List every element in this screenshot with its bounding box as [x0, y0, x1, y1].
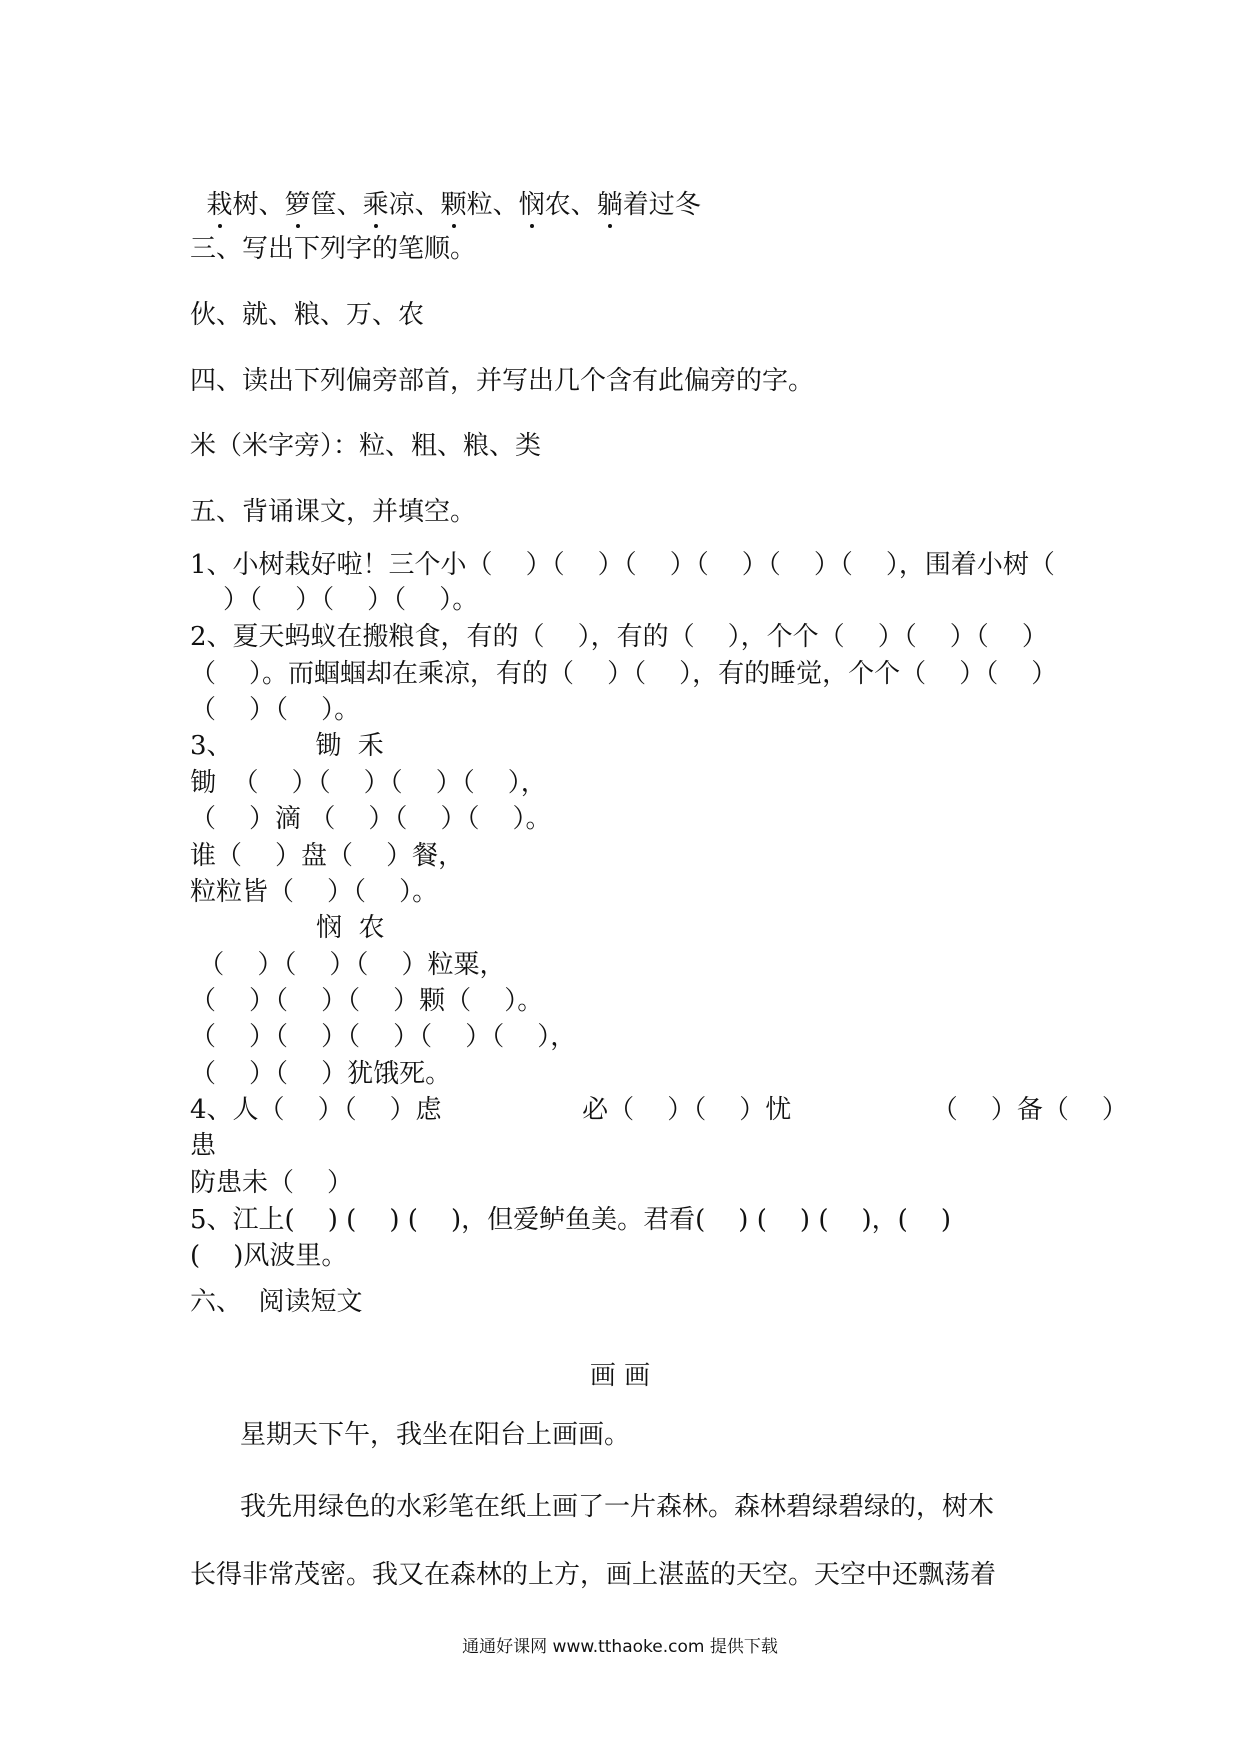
q5-item-4-cont: 防患未（ ）: [190, 1168, 354, 1198]
q5-item-2-cont: （ ）（ ）。: [190, 695, 361, 725]
q3-title: 三、写出下列字的笔顺。: [190, 234, 477, 264]
story-paragraph: 星期天下午，我坐在阳台上画画。: [240, 1420, 631, 1450]
vocab-char: 颗: [440, 190, 467, 220]
q4-answer: 米（米字旁）：粒、粗、粮、类: [190, 431, 542, 461]
q5-item-2-cont: （ ）。而蝈蝈却在乘凉，有的（ ）（ ），有的睡觉，个个（ ）（ ）: [190, 659, 1058, 689]
q5-item-3-heading: 3、 锄 禾: [190, 731, 384, 761]
vocab-char: 箩: [284, 190, 311, 220]
vocab-text: 农、: [544, 190, 597, 220]
poem-line: 锄 （ ）（ ）（ ）（ ），: [190, 768, 547, 798]
vocab-line: [190, 160, 701, 220]
vocab-text: 着过冬: [622, 190, 701, 220]
q3-chars: 伙、就、粮、万、农: [190, 300, 425, 330]
poem-line: （ ）（ ）（ ）颗（ ）。: [190, 986, 544, 1016]
poem-line: （ ）（ ）犹饿死。: [190, 1059, 452, 1089]
q5-title: 五、背诵课文，并填空。: [190, 497, 477, 527]
vocab-text: 筐、: [310, 190, 363, 220]
poem-title: 悯 农: [316, 913, 385, 943]
q5-item-1-cont: ）（ ）（ ）（ ）。: [190, 585, 479, 615]
q5-item-5: 5、江上( ) ( ) ( )，但爱鲈鱼美。君看( ) ( ) ( )，( ): [190, 1205, 952, 1235]
story-title: 画 画: [589, 1361, 651, 1391]
vocab-text: 粒、: [466, 190, 519, 220]
q5-item-4: 4、人（ ）（ ）虑 必（ ）（ ）忧 （ ）备（ ）: [190, 1095, 1128, 1125]
poem-line: 粒粒皆（ ）（ ）。: [190, 877, 439, 907]
q6-title: 六、 阅读短文: [190, 1287, 363, 1317]
vocab-text: 凉、: [388, 190, 441, 220]
q5-item-4-cont: 患: [190, 1131, 217, 1161]
vocab-char: 栽: [206, 190, 233, 220]
vocab-char: 乘: [362, 190, 389, 220]
vocab-char: 悯: [518, 190, 545, 220]
q4-title: 四、读出下列偏旁部首，并写出几个含有此偏旁的字。: [190, 366, 815, 396]
page-footer: 通通好课网 www.tthaoke.com 提供下载: [462, 1637, 778, 1657]
q5-item-2: 2、夏天蚂蚁在搬粮食，有的（ ），有的（ ），个个（ ）（ ）（ ）: [190, 622, 1048, 652]
poem-line: （ ）（ ）（ ）粒粟，: [190, 950, 506, 980]
poem-line: 谁（ ）盘（ ）餐，: [190, 841, 465, 871]
vocab-char: 躺: [596, 190, 623, 220]
poem-line: （ ）（ ）（ ）（ ）（ ），: [190, 1022, 577, 1052]
q5-item-1: 1、小树栽好啦！三个小（ ）（ ）（ ）（ ）（ ）（ ），围着小树（: [190, 550, 1055, 580]
vocab-text: 树、: [232, 190, 285, 220]
q5-item-5-cont: ( )风波里。: [190, 1241, 348, 1271]
story-paragraph-cont: 长得非常茂密。我又在森林的上方，画上湛蓝的天空。天空中还飘荡着: [190, 1560, 997, 1590]
poem-line: （ ）滴 （ ）（ ）（ ）。: [190, 804, 552, 834]
story-paragraph: 我先用绿色的水彩笔在纸上画了一片森林。森林碧绿碧绿的，树木: [240, 1492, 995, 1522]
